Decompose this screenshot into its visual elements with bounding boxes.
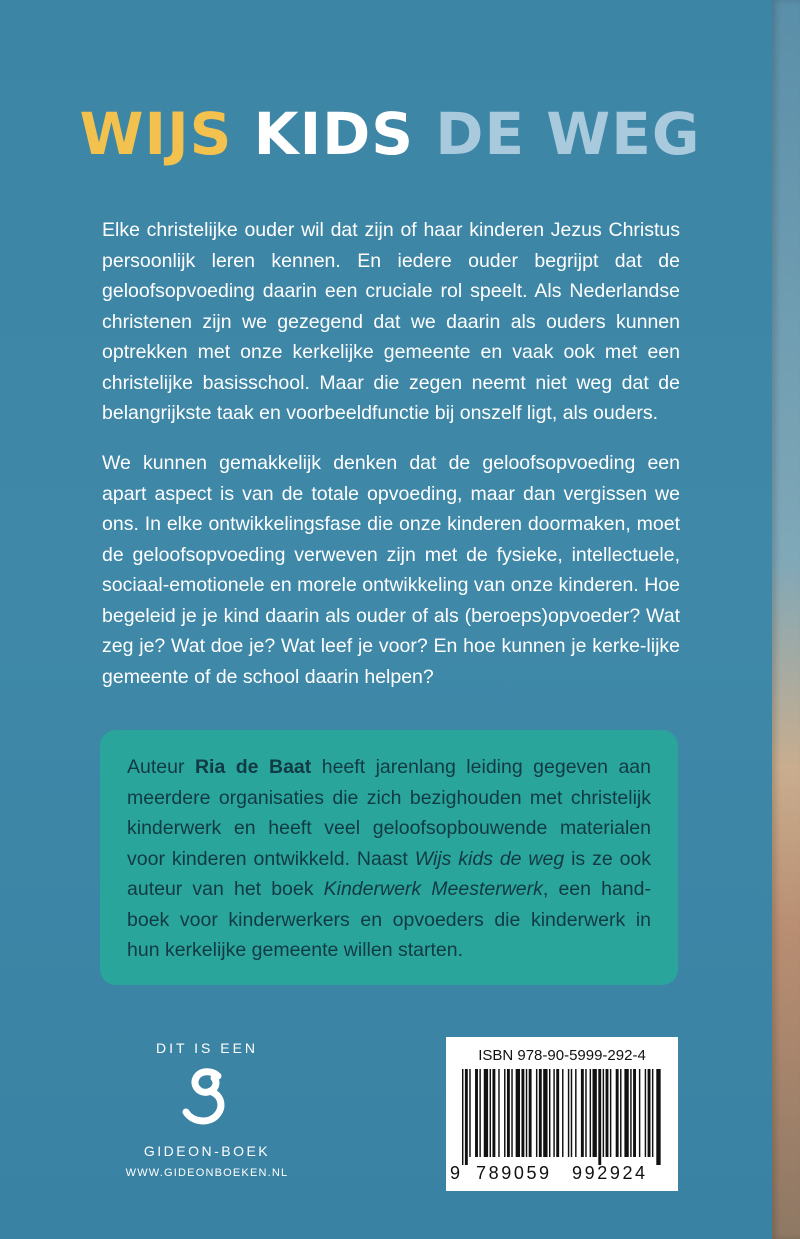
- blurb-paragraph-1: Elke christelijke ouder wil dat zijn of haar kinderen Jezus Christus persoonlijk leren kennen. En iedere ouder begrijpt dat de geloofsopvoeding daarin een cruciale rol speelt. Als Nederlandse christenen zijn we gezegend dat we daarin als ouders kunnen optrekken met onze kerkelijke gemeente en vaak ook met een christelijke basisschool. Maar die zegen neemt niet weg dat de belangrijkste taak en voorbeeldfunctie bij onszelf ligt, als ouders.: [102, 219, 680, 424]
- cover-photo-edge: [772, 0, 800, 1239]
- barcode-bar: [648, 1069, 651, 1157]
- book-title-1: Wijs kids de weg: [414, 847, 565, 870]
- title-word-de-weg: DE WEG: [435, 100, 701, 168]
- barcode-bar: [504, 1069, 505, 1157]
- barcode-bar: [620, 1069, 621, 1157]
- barcode-bar: [585, 1069, 586, 1157]
- barcode-digits-left: 789059: [476, 1163, 552, 1183]
- gideon-logo-icon: [172, 1062, 242, 1132]
- bio-text-4: , een hand-boek voor kinderwerkers en opvoeders die kinderwerk in hun kerkelijke gemeente willen starten.: [127, 878, 651, 961]
- author-bio-text: [127, 752, 651, 966]
- barcode-bar: [581, 1069, 584, 1157]
- barcode-bar: [484, 1069, 488, 1157]
- barcode-digit-first: 9: [450, 1163, 461, 1183]
- barcode-bar: [633, 1069, 636, 1157]
- barcode-bar: [507, 1069, 510, 1157]
- publisher-name: GIDEON-BOEK: [143, 1143, 271, 1159]
- barcode-digits-right: 992924: [572, 1163, 648, 1183]
- isbn-label: ISBN 978-90-5999-292-4: [478, 1047, 646, 1064]
- barcode-bar: [539, 1069, 542, 1157]
- barcode-bar: [593, 1069, 597, 1157]
- barcode-bar: [492, 1069, 495, 1157]
- barcode-bar: [543, 1069, 547, 1157]
- barcode-bar: [479, 1069, 480, 1157]
- book-title-2: Kinderwerk Meesterwerk: [323, 878, 543, 900]
- publisher-intro: DIT IS EEN: [155, 1040, 259, 1056]
- barcode-bar: [562, 1069, 563, 1157]
- barcode-bar: [498, 1069, 499, 1157]
- barcode-bar: [490, 1069, 491, 1157]
- barcode-bar: [652, 1069, 653, 1157]
- barcode-bar: [639, 1069, 640, 1157]
- barcode-bar: [571, 1069, 572, 1157]
- barcode-bar: [568, 1069, 569, 1157]
- publisher-block: [112, 1040, 302, 1179]
- barcode-bar: [610, 1069, 611, 1157]
- barcode-bar: [656, 1069, 660, 1165]
- book-title: [0, 100, 780, 168]
- barcode-bar: [575, 1069, 576, 1157]
- barcode-bar: [606, 1069, 609, 1157]
- bio-text-3: is ze ook auteur van het boek: [127, 847, 652, 900]
- barcode-bar: [465, 1069, 468, 1165]
- barcode-bar: [536, 1069, 537, 1157]
- barcode-bar: [624, 1069, 628, 1157]
- barcode-bar: [475, 1069, 478, 1157]
- publisher-url: WWW.GIDEONBOEKEN.NL: [125, 1167, 289, 1179]
- bio-text-1: Auteur: [127, 756, 195, 778]
- barcode-bars: [462, 1069, 662, 1165]
- barcode-bar: [556, 1069, 559, 1157]
- barcode-bar: [630, 1069, 631, 1157]
- barcode-bar: [521, 1069, 524, 1157]
- barcode-bar: [553, 1069, 554, 1157]
- barcode-bar: [529, 1069, 532, 1157]
- barcode-bar: [526, 1069, 527, 1157]
- author-bio-box: [100, 730, 678, 985]
- title-word-wijs: WIJS: [79, 100, 233, 168]
- barcode-bar: [598, 1069, 601, 1165]
- barcode-bar: [516, 1069, 520, 1157]
- barcode-bar: [616, 1069, 619, 1157]
- barcode-bar: [603, 1069, 604, 1157]
- title-word-kids: KIDS: [253, 100, 415, 168]
- barcode-bar: [645, 1069, 646, 1157]
- isbn-barcode: [446, 1037, 678, 1191]
- barcode-bar: [590, 1069, 591, 1157]
- barcode-bar: [549, 1069, 550, 1157]
- barcode-bar: [462, 1069, 463, 1165]
- author-name: Ria de Baat: [194, 756, 312, 778]
- blurb-paragraph-2: We kunnen gemakkelijk denken dat de geloofsopvoeding een apart aspect is van de totale opvoeding, maar dan vergissen we ons. In elke ontwikkelingsfase die onze kinderen doormaken, moet de geloofsopvoeding verweven zijn met de fysieke, intellectuele, sociaal-emotionele en morele ontwikkeling van onze kinderen. Hoe begeleid je je kind daarin als ouder of als (beroeps)opvoeder? Wat zeg je? Wat doe je? Wat leef je voor? En hoe kunnen je kerke-lijke gemeente of de school daarin helpen?: [102, 452, 680, 688]
- barcode-bar: [469, 1069, 470, 1157]
- bio-text-2: heeft jarenlang leiding gegeven aan meerdere organisaties die zich bezighouden met christelijk kinderwerk en heeft veel geloofsopbouwende materialen voor kinderen ontwikkeld. Naast: [127, 756, 651, 870]
- barcode-bar: [511, 1069, 512, 1157]
